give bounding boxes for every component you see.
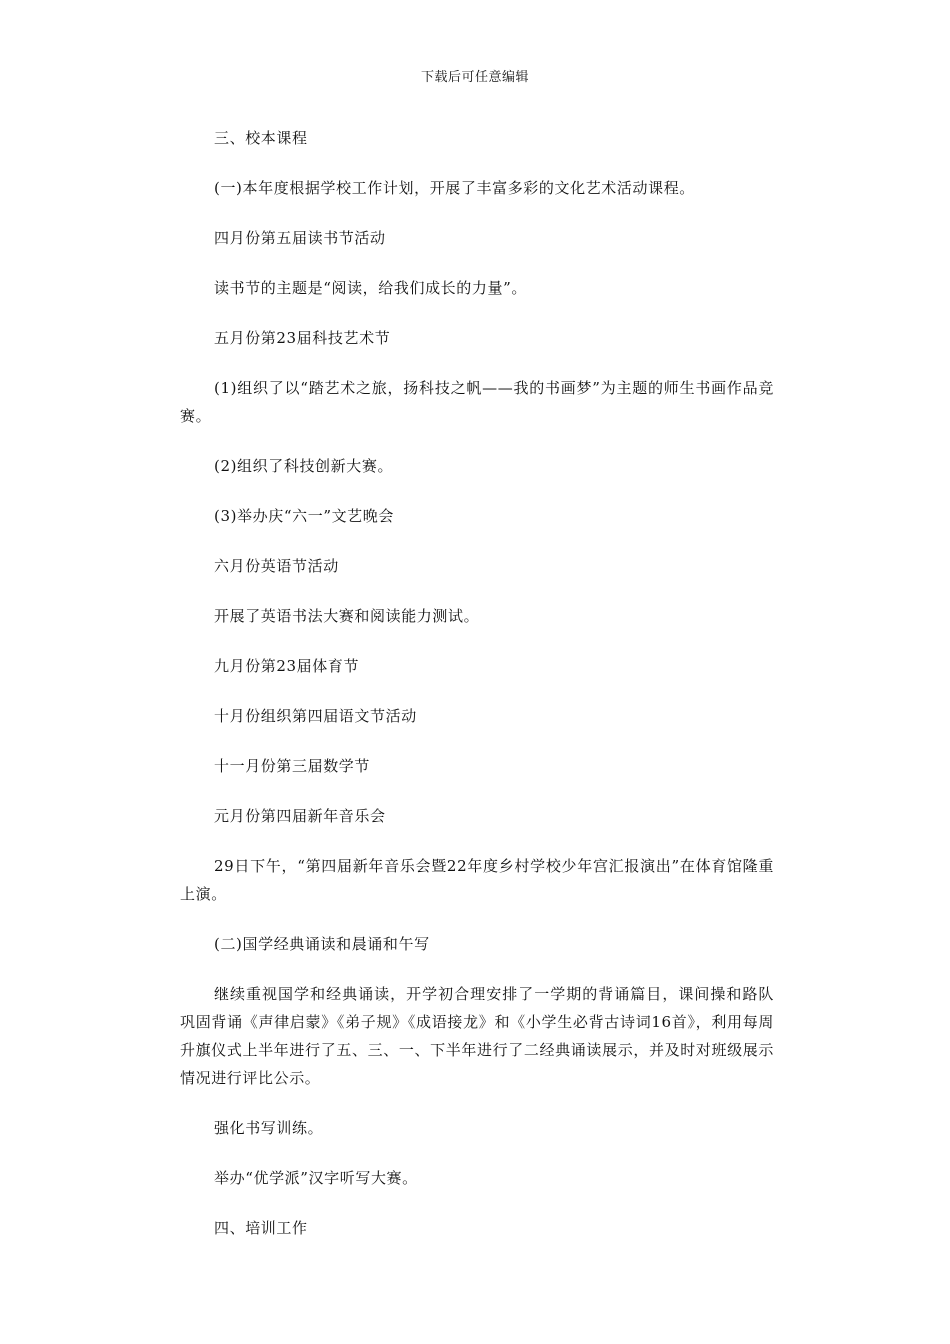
paragraph-dictation-contest: 举办“优学派”汉字听写大赛。 — [214, 1169, 418, 1187]
paragraph-childrens-day-gala: (3)举办庆“六一”文艺晚会 — [214, 507, 394, 525]
paragraph-math-festival: 十一月份第三届数学节 — [214, 757, 371, 775]
paragraph-classics-details: 继续重视国学和经典诵读，开学初合理安排了一学期的背诵篇目，课间操和路队巩固背诵《声律启蒙》《弟子规》《成语接龙》和《小学生必背古诗词16首》，利用每周升旗仪式上半年进行了五、三、一、下半年进行了二经典诵读展示，并及时对班级展示情况进行评比公示。 — [180, 985, 774, 1087]
paragraph-reading-festival: 四月份第五届读书节活动 — [214, 229, 386, 247]
paragraph-sports-festival: 九月份第23届体育节 — [214, 657, 360, 675]
paragraph-new-year-concert: 元月份第四届新年音乐会 — [214, 807, 386, 825]
section-heading-school-curriculum: 三、校本课程 — [214, 129, 308, 147]
page-header: 下载后可任意编辑 — [420, 70, 529, 85]
paragraph-chinese-festival: 十月份组织第四届语文节活动 — [214, 707, 417, 725]
paragraph-innovation-contest: (2)组织了科技创新大赛。 — [214, 457, 394, 475]
paragraph-classics-reading: (二)国学经典诵读和晨诵和午写 — [214, 935, 430, 953]
paragraph-science-art-festival: 五月份第23届科技艺术节 — [214, 329, 391, 347]
paragraph-writing-training: 强化书写训练。 — [214, 1119, 324, 1137]
section-heading-training-work: 四、培训工作 — [214, 1219, 308, 1237]
paragraph-english-festival: 六月份英语节活动 — [214, 557, 339, 575]
paragraph-painting-competition: (1)组织了以“踏艺术之旅，扬科技之帆——我的书画梦”为主题的师生书画作品竞赛。 — [180, 379, 774, 425]
paragraph-reading-theme: 读书节的主题是“阅读，给我们成长的力量”。 — [214, 279, 527, 297]
document-body — [180, 124, 774, 1264]
paragraph-culture-art-courses: (一)本年度根据学校工作计划，开展了丰富多彩的文化艺术活动课程。 — [214, 179, 695, 197]
paragraph-english-calligraphy: 开展了英语书法大赛和阅读能力测试。 — [214, 607, 480, 625]
paragraph-concert-performance: 29日下午，“第四届新年音乐会暨22年度乡村学校少年宫汇报演出”在体育馆隆重上演。 — [180, 857, 774, 903]
